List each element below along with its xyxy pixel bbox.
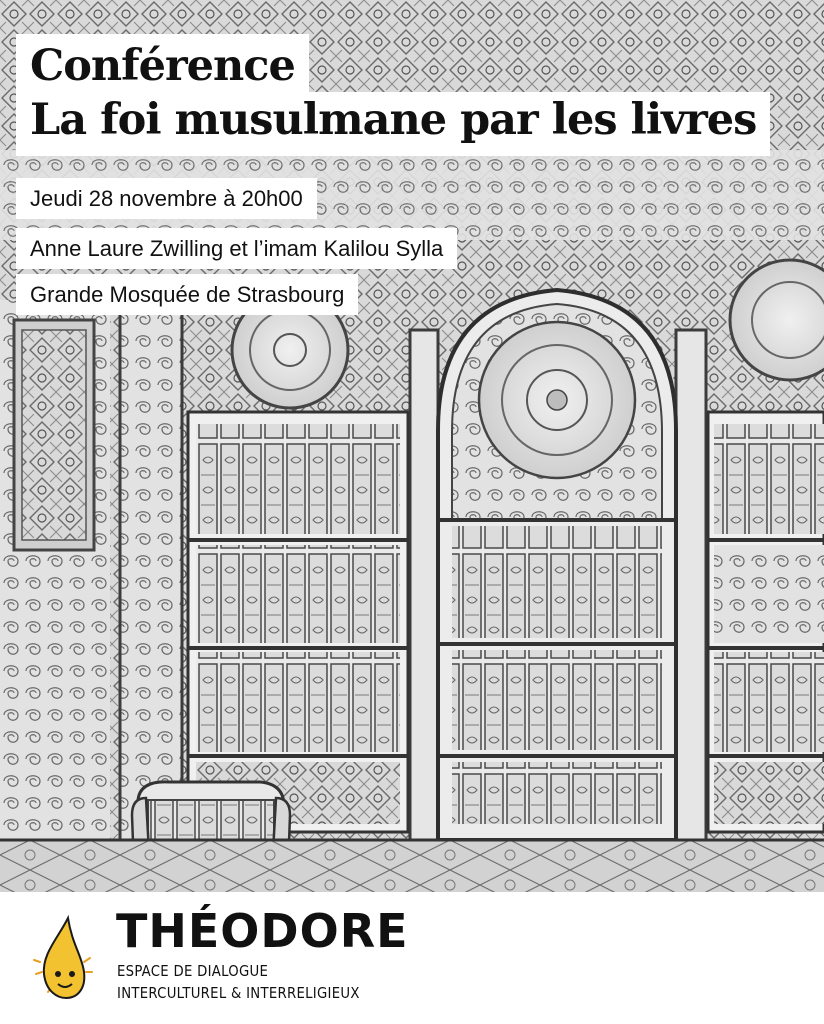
brand-name: THÉODORE [116,904,409,958]
tagline-line1: ESPACE DE DIALOGUE [117,962,269,980]
event-venue: Grande Mosquée de Strasbourg [16,274,358,315]
event-date: Jeudi 28 novembre à 20h00 [16,178,317,219]
conference-title-line1: Conférence [16,34,309,96]
tagline-line2: INTERCULTUREL & INTERRELIGIEUX [117,984,360,1002]
flame-mascot-icon [28,914,100,1006]
conference-title-line2: La foi musulmane par les livres [16,92,770,156]
event-speakers: Anne Laure Zwilling et l’imam Kalilou Sylla [16,228,457,269]
